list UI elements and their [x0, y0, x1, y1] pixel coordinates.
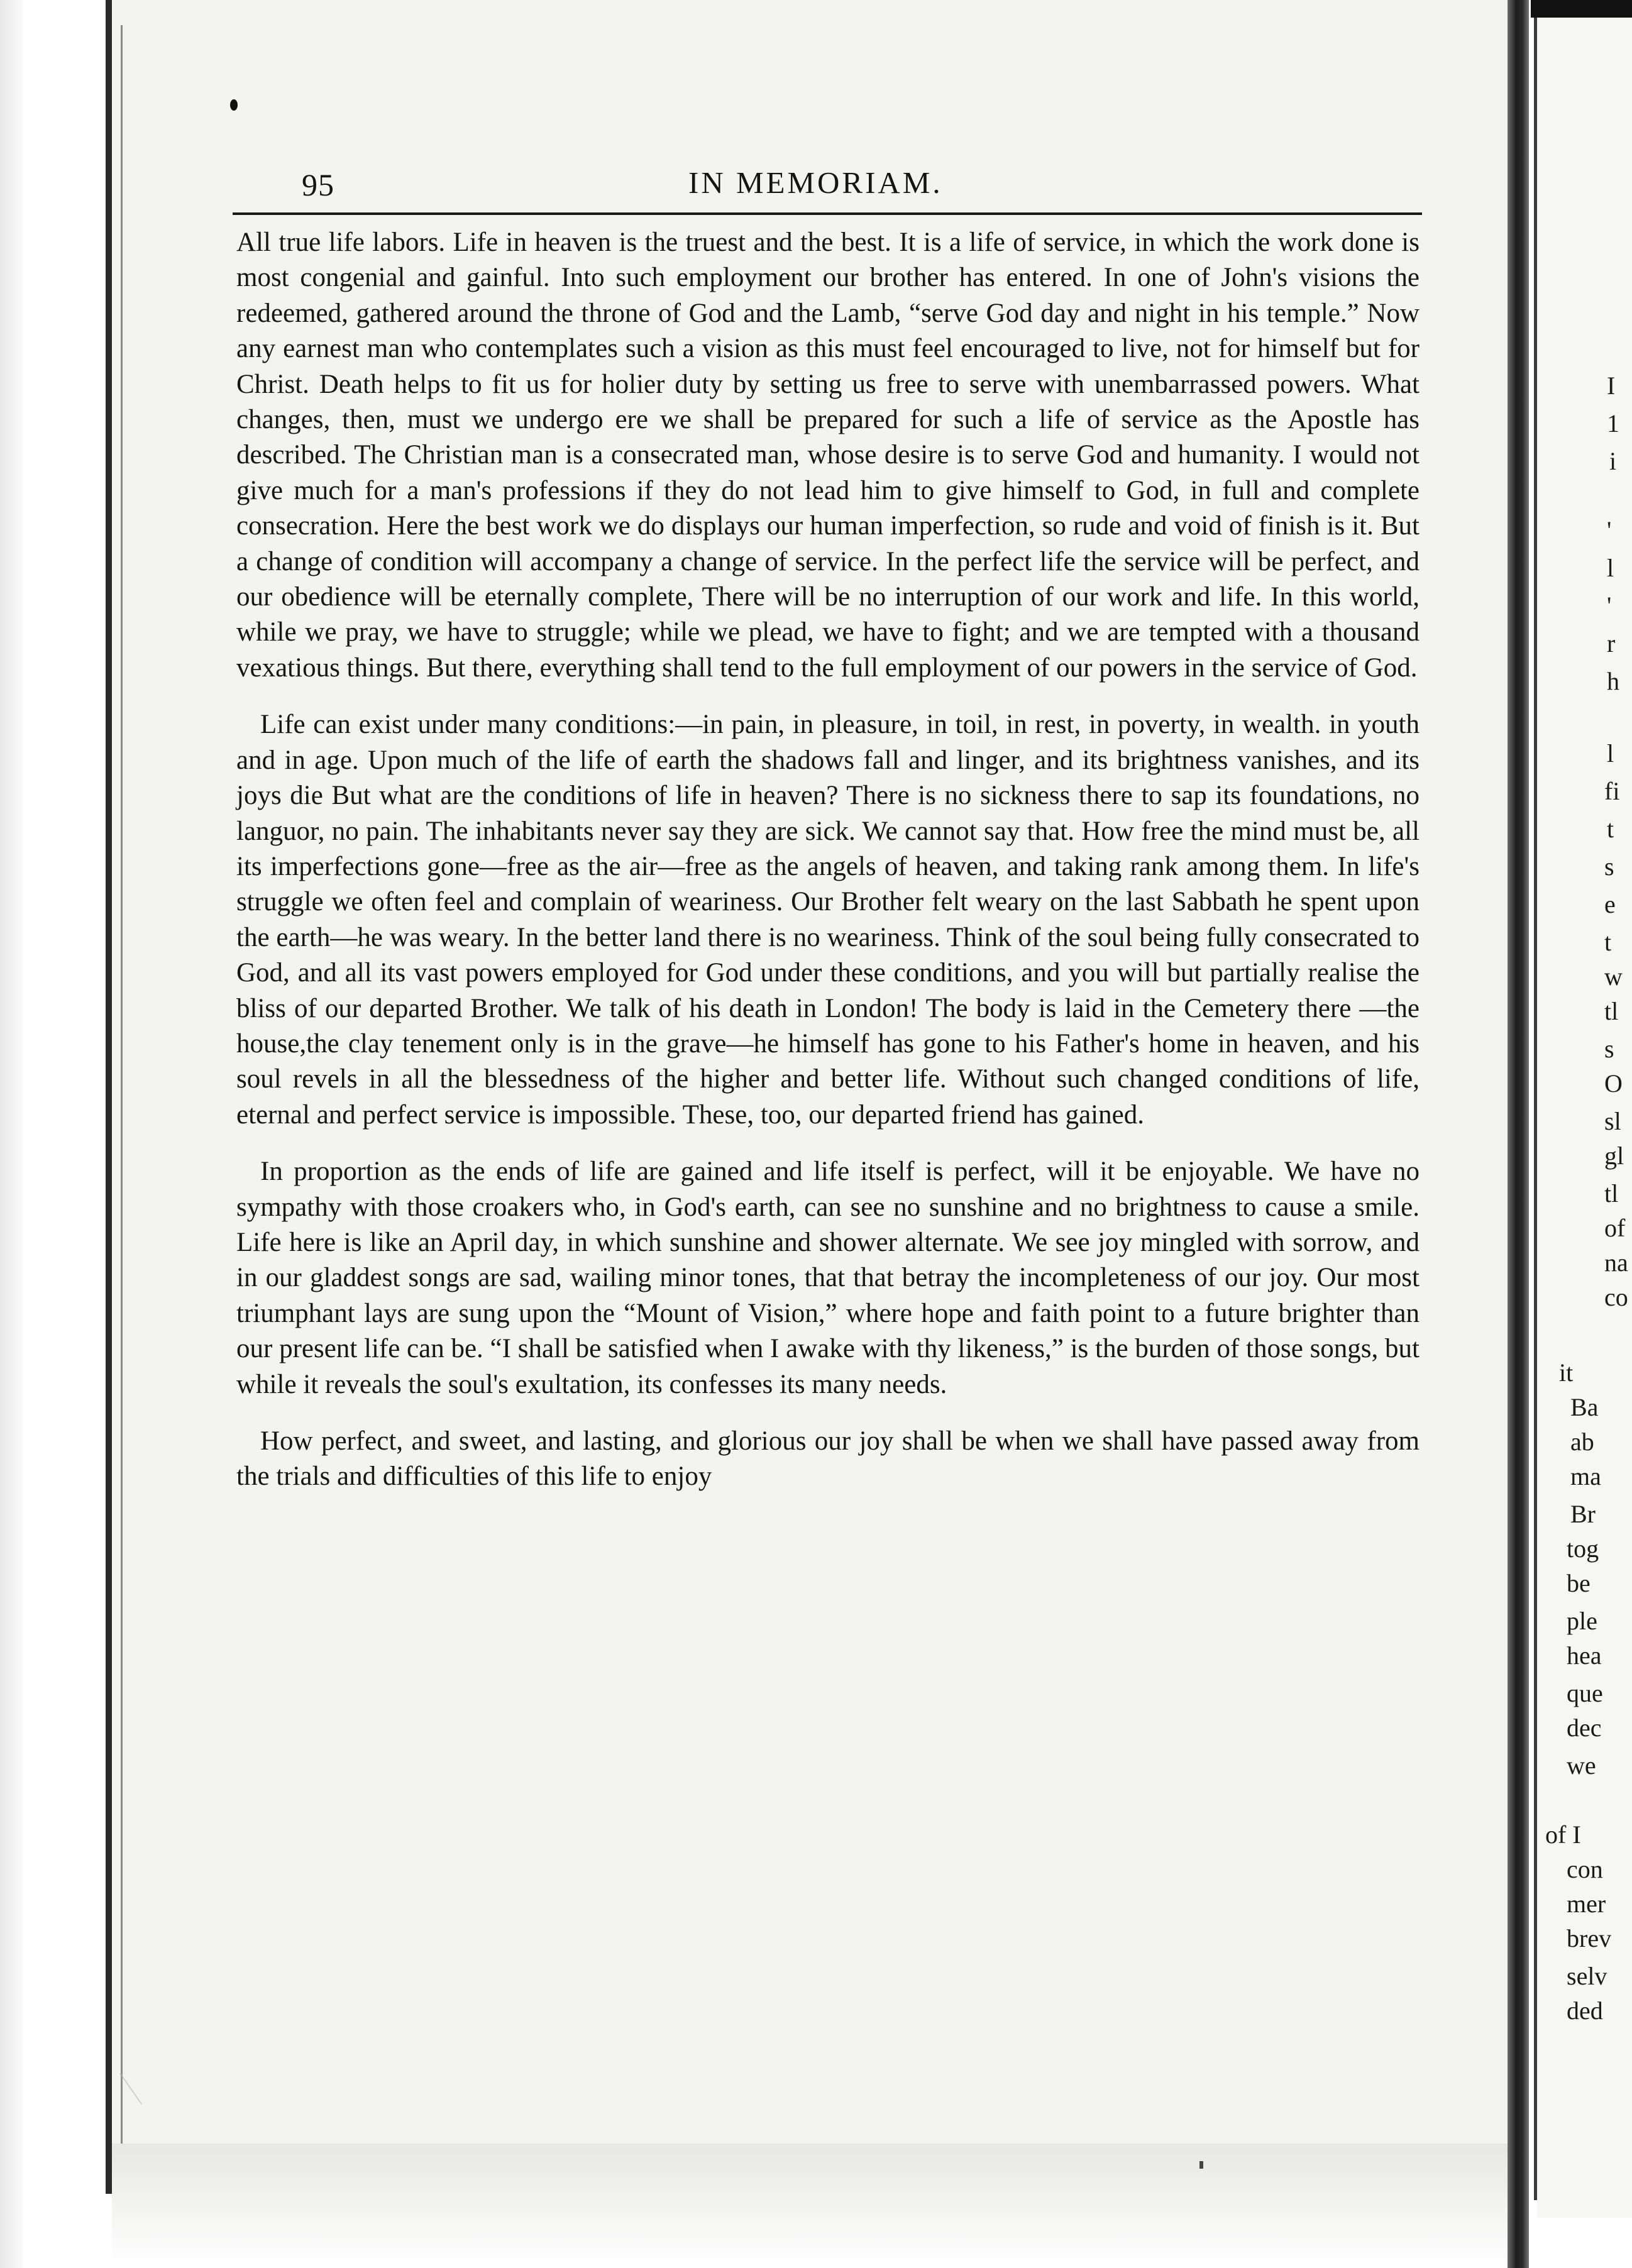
facing-page-fragment: r — [1607, 629, 1616, 658]
facing-page-fragment: hea — [1567, 1641, 1602, 1670]
facing-page-fragment: brev — [1567, 1924, 1612, 1952]
scan-edge — [1531, 0, 1632, 18]
facing-page-fragment: w — [1604, 962, 1623, 991]
facing-page-fragment: ' — [1607, 516, 1612, 544]
book-gutter — [1508, 0, 1529, 2268]
page-margin-shadow — [0, 0, 23, 2268]
facing-page-fragment: fi — [1604, 777, 1620, 805]
facing-page-fragment: ma — [1570, 1462, 1601, 1490]
body-text — [236, 225, 1420, 1495]
facing-page-fragment: l — [1607, 554, 1614, 582]
facing-page-fragment: que — [1567, 1679, 1603, 1707]
facing-page-fragment: Ba — [1570, 1393, 1599, 1421]
paragraph: How perfect, and sweet, and lasting, and glorious our joy shall be when we shall have passed away from the trials and difficulties of this life to enjoy — [236, 1426, 1420, 1492]
facing-page-fragment: mer — [1567, 1890, 1606, 1918]
facing-page-fragment: gl — [1604, 1142, 1624, 1170]
facing-page-fragment: ab — [1570, 1428, 1594, 1456]
paragraph: Life can exist under many conditions:—in pain, in pleasure, in toil, in rest, in poverty, in wealth. in youth and in age. Upon much of the life of earth the shadows fall and linger, and its brightness vanishes, and its joys die But what are the conditions of life in heaven? There is no sickness there to sap its foundations, no languor, no pain. The inhabitants never say they are sick. We cannot say that. How free the mind must be, all its imperfections gone—free as the air—free as the angels of heaven, and taking rank among them. In life's struggle we often feel and complain of weariness. Our Brother felt weary on the last Sabbath he spent upon the earth—he was weary. In the better land there is no weariness. Think of the soul being fully consecrated to God, and all its vast powers employed for God under these conditions, and you will but partially realise the bliss of our departed Brother. We talk of his death in London! The body is laid in the Cemetery there —the house,the clay tenement only is in the grave—he himself has gone to his Father's home in heaven, and his soul revels in all the blessedness of the higher and better life. Without such changed conditions of life, eternal and perfect service is impossible. These, too, our departed friend has gained. — [236, 710, 1420, 1130]
facing-page-fragment: ' — [1607, 592, 1612, 620]
ink-dot — [230, 99, 238, 111]
facing-page-fragment: of I — [1545, 1820, 1581, 1849]
facing-page-fragment: O — [1604, 1069, 1623, 1098]
facing-page-fragment: I — [1607, 372, 1616, 400]
header-rule — [233, 212, 1422, 215]
facing-page-fragment: l — [1607, 739, 1614, 768]
page-edge-line — [121, 25, 123, 2175]
facing-page-fragment: 1 — [1607, 409, 1619, 438]
facing-page-fragment: of — [1604, 1214, 1626, 1242]
facing-page-fragment: h — [1607, 667, 1619, 695]
facing-page-fragment: na — [1604, 1248, 1628, 1277]
facing-page-fragment: e — [1604, 890, 1616, 918]
facing-page-fragment: sl — [1604, 1107, 1621, 1135]
page-number: 95 — [302, 167, 334, 202]
facing-page-fragment: co — [1604, 1283, 1628, 1311]
paragraph: All true life labors. Life in heaven is the truest and the best. It is a life of service, in which the work done is most congenial and gainful. Into such employment our brother has entered. In one of John's visions the redeemed, gathered around the throne of God and the Lamb, “serve God day and night in his temple.” Now any earnest man who contemplates such a vision as this must feel encouraged to live, not for himself but for Christ. Death helps to fit us for holier duty by setting us free to serve with unembarrassed powers. What changes, then, must we undergo ere we shall be prepared for such a life of service as the Apostle has described. The Christian man is a consecrated man, whose desire is to serve God and humanity. I would not give much for a man's professions if they do not lead him to give himself to God, in full and complete consecration. Here the best work we do displays our human imperfection, so rude and void of finish is it. But a change of condition will accompany a change of service. In the perfect life the service will be perfect, and our obedience will be eternally complete, There will be no interruption of our work and life. In this world, while we pray, we have to struggle; while we plead, we have to fight; and we are tempted with a thousand vexatious things. But there, everything shall tend to the full employment of our powers in the service of God. — [236, 228, 1420, 683]
facing-page-fragment: tog — [1567, 1534, 1599, 1563]
facing-page-fragment: tl — [1604, 997, 1619, 1025]
facing-page-fragment: tl — [1604, 1179, 1619, 1208]
facing-page-fragment: ple — [1567, 1607, 1597, 1635]
facing-page-fragment: ded — [1567, 1996, 1603, 2025]
facing-page-fragment: s — [1604, 852, 1614, 881]
binding-edge — [106, 0, 112, 2194]
facing-page-fragment: we — [1567, 1751, 1596, 1780]
facing-page-fragment: t — [1604, 928, 1612, 956]
page-bottom-fade — [112, 2144, 1508, 2268]
facing-page-fragment: s — [1604, 1035, 1614, 1063]
facing-page-fragment: i — [1609, 447, 1617, 475]
facing-page-fragment: it — [1559, 1358, 1574, 1387]
paragraph: In proportion as the ends of life are gained and life itself is perfect, will it be enjoyable. We have no sympathy with those croakers who, in God's earth, can see no sunshine and no brightness to cause a smile. Life here is like an April day, in which sunshine and shower alternate. We see joy mingled with sorrow, and in our gladdest songs are sad, wailing minor tones, that that betray the incompleteness of our joy. Our most triumphant lays are sung upon the “Mount of Vision,” where hope and faith point to a future brighter than our present life can be. “I shall be satisfied when I awake with thy likeness,” is the burden of those songs, but while it reveals the soul's exultation, its confesses its many needs. — [236, 1157, 1420, 1399]
facing-page-fragment: t — [1607, 815, 1614, 843]
facing-page-fragment: con — [1567, 1855, 1603, 1883]
facing-page-fragment: Br — [1570, 1500, 1596, 1528]
facing-page-fragment: be — [1567, 1569, 1591, 1597]
running-head: IN MEMORIAM. — [688, 165, 943, 200]
facing-page-fragment: dec — [1567, 1714, 1602, 1742]
facing-page-fragment: selv — [1567, 1962, 1607, 1990]
stray-mark — [1199, 2161, 1203, 2169]
